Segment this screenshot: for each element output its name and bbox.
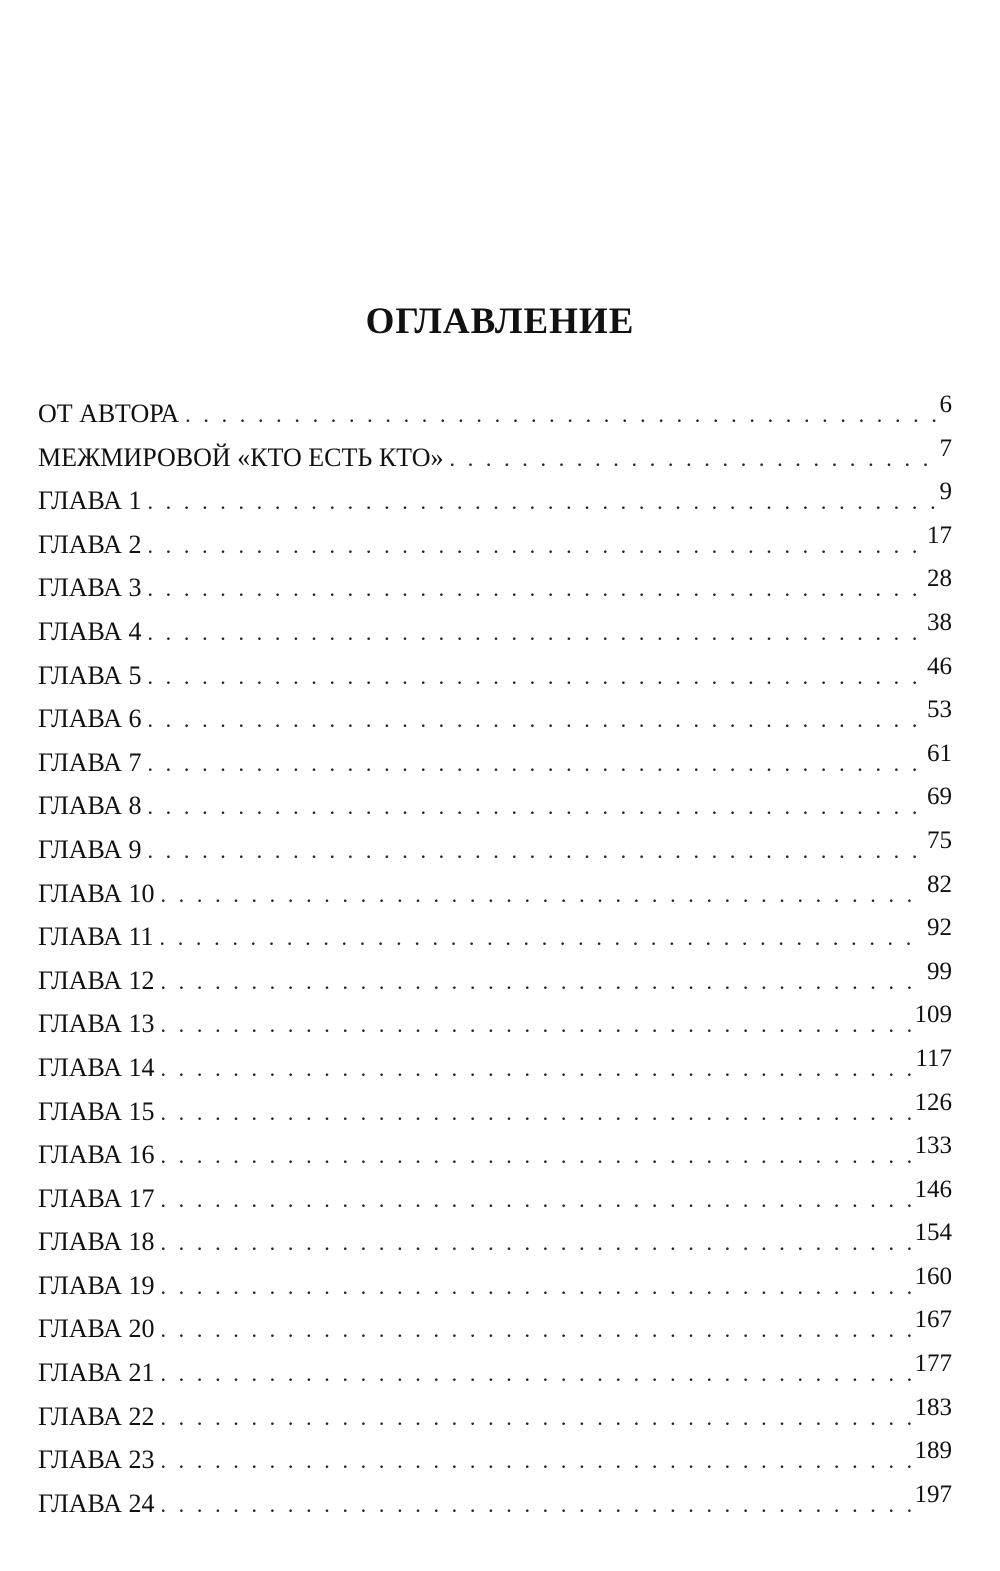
toc-entry-label: ГЛАВА 24 (38, 1488, 155, 1518)
dot-leader (160, 1352, 912, 1396)
toc-entry-label: ГЛАВА 23 (38, 1445, 155, 1475)
toc-entry-page: 6 (939, 391, 952, 418)
toc-entry (38, 959, 952, 1003)
toc-entry-label: ГЛАВА 5 (38, 660, 142, 690)
dot-leader (160, 1483, 912, 1527)
toc-entry-label: ГЛАВА 19 (38, 1270, 155, 1300)
dot-leader (450, 437, 938, 481)
toc-entry-page: 7 (939, 434, 952, 462)
toc-entry-label: ГЛАВА 11 (38, 922, 154, 952)
toc-entry (38, 1264, 952, 1308)
toc-entry-label: ГЛАВА 1 (38, 486, 142, 516)
dot-leader (147, 698, 925, 742)
toc-entry (38, 1090, 952, 1134)
dot-leader (160, 1003, 912, 1047)
dot-leader (147, 567, 925, 611)
toc-entry-page: 38 (927, 608, 952, 636)
toc-entry (38, 479, 952, 523)
toc-entry-label: ГЛАВА 16 (38, 1140, 155, 1170)
toc-entry-label: ГЛАВА 12 (38, 965, 155, 995)
toc-entry-label: ГЛАВА 13 (38, 1009, 155, 1039)
page-title: ОГЛАВЛЕНИЕ (365, 301, 635, 342)
dot-leader (147, 785, 925, 829)
toc-entry-label: ГЛАВА 21 (38, 1358, 155, 1388)
dot-leader (147, 829, 925, 873)
toc-entry-page: 146 (914, 1175, 952, 1203)
toc-entry (38, 1438, 952, 1482)
toc-entry-page: 61 (927, 739, 952, 767)
toc-entry-label: ГЛАВА 2 (38, 529, 142, 559)
toc-entry-label: МЕЖМИРОВОЙ «КТО ЕСТЬ КТО» (38, 442, 444, 472)
toc-entry-page: 9 (939, 478, 952, 506)
dot-leader (147, 480, 937, 524)
toc-entry (38, 828, 952, 872)
toc-entry-label: ГЛАВА 4 (38, 616, 142, 646)
toc-entry-page: 99 (927, 957, 952, 985)
dot-leader (160, 916, 925, 960)
toc-entry-label: ГЛАВА 9 (38, 834, 142, 864)
toc-entry-page: 92 (927, 914, 952, 942)
toc-entry-label: ГЛАВА 17 (38, 1183, 155, 1213)
dot-leader (147, 524, 925, 568)
dot-leader (160, 1396, 912, 1440)
dot-leader (160, 1439, 912, 1483)
toc-entry (38, 610, 952, 654)
toc-entry-label: ГЛАВА 6 (38, 704, 142, 734)
toc-entry (38, 566, 952, 610)
toc-entry-page: 126 (914, 1088, 952, 1116)
toc-entry (38, 436, 952, 480)
toc-entry (38, 872, 952, 916)
toc-entry-label: ГЛАВА 7 (38, 747, 142, 777)
toc-entry (38, 392, 952, 436)
toc-entry-label: ГЛАВА 15 (38, 1096, 155, 1126)
toc-entry (38, 1177, 952, 1221)
toc-entry (38, 523, 952, 567)
toc-entry-page: 197 (914, 1480, 952, 1508)
toc-entry-label: ГЛАВА 20 (38, 1314, 155, 1344)
toc-entry (38, 1307, 952, 1351)
toc-entry-page: 46 (927, 652, 952, 680)
toc-entry-page: 160 (914, 1262, 952, 1290)
dot-leader (160, 1047, 913, 1091)
toc-entry-label: ГЛАВА 22 (38, 1401, 155, 1431)
dot-leader (160, 1134, 912, 1178)
toc-entry-page: 133 (914, 1132, 952, 1160)
toc-entry-page: 17 (927, 521, 952, 549)
toc-entry-label: ГЛАВА 18 (38, 1227, 155, 1257)
toc-entry-page: 69 (927, 783, 952, 811)
toc-entry-label: ГЛАВА 8 (38, 791, 142, 821)
toc-entry-page: 189 (914, 1437, 952, 1465)
toc-entry-page: 28 (927, 565, 952, 593)
dot-leader (147, 742, 925, 786)
toc-entry-label: ГЛАВА 10 (38, 878, 155, 908)
toc-entry-page: 53 (927, 696, 952, 724)
dot-leader (160, 873, 925, 917)
toc-entry-page: 82 (927, 870, 952, 898)
toc-entry-page: 167 (914, 1306, 952, 1334)
toc-entry (38, 1220, 952, 1264)
dot-leader (160, 1265, 912, 1309)
toc-entry-page: 183 (914, 1393, 952, 1421)
dot-leader (160, 1091, 912, 1135)
dot-leader (185, 393, 937, 437)
dot-leader (147, 611, 925, 655)
toc-entry-page: 109 (914, 1001, 952, 1029)
toc-entry-label: ГЛАВА 14 (38, 1052, 155, 1082)
toc-entry (38, 1133, 952, 1177)
toc-entry (38, 1351, 952, 1395)
toc-entry-label: ОТ АВТОРА (38, 399, 180, 428)
toc-entry (38, 1482, 952, 1526)
toc-entry (38, 654, 952, 698)
toc-entry-page: 154 (914, 1219, 952, 1247)
toc-entry-page: 75 (927, 826, 952, 854)
dot-leader (147, 655, 925, 699)
table-of-contents (38, 392, 952, 1525)
toc-entry (38, 741, 952, 785)
toc-entry (38, 915, 952, 959)
dot-leader (160, 1308, 912, 1352)
toc-entry (38, 1395, 952, 1439)
toc-entry (38, 1046, 952, 1090)
toc-entry (38, 1002, 952, 1046)
toc-entry-page: 117 (915, 1044, 952, 1072)
toc-entry-label: ГЛАВА 3 (38, 573, 142, 603)
toc-entry (38, 697, 952, 741)
toc-entry-page: 177 (914, 1350, 952, 1378)
dot-leader (160, 1178, 912, 1222)
dot-leader (160, 1221, 912, 1265)
toc-entry (38, 784, 952, 828)
dot-leader (160, 960, 925, 1004)
